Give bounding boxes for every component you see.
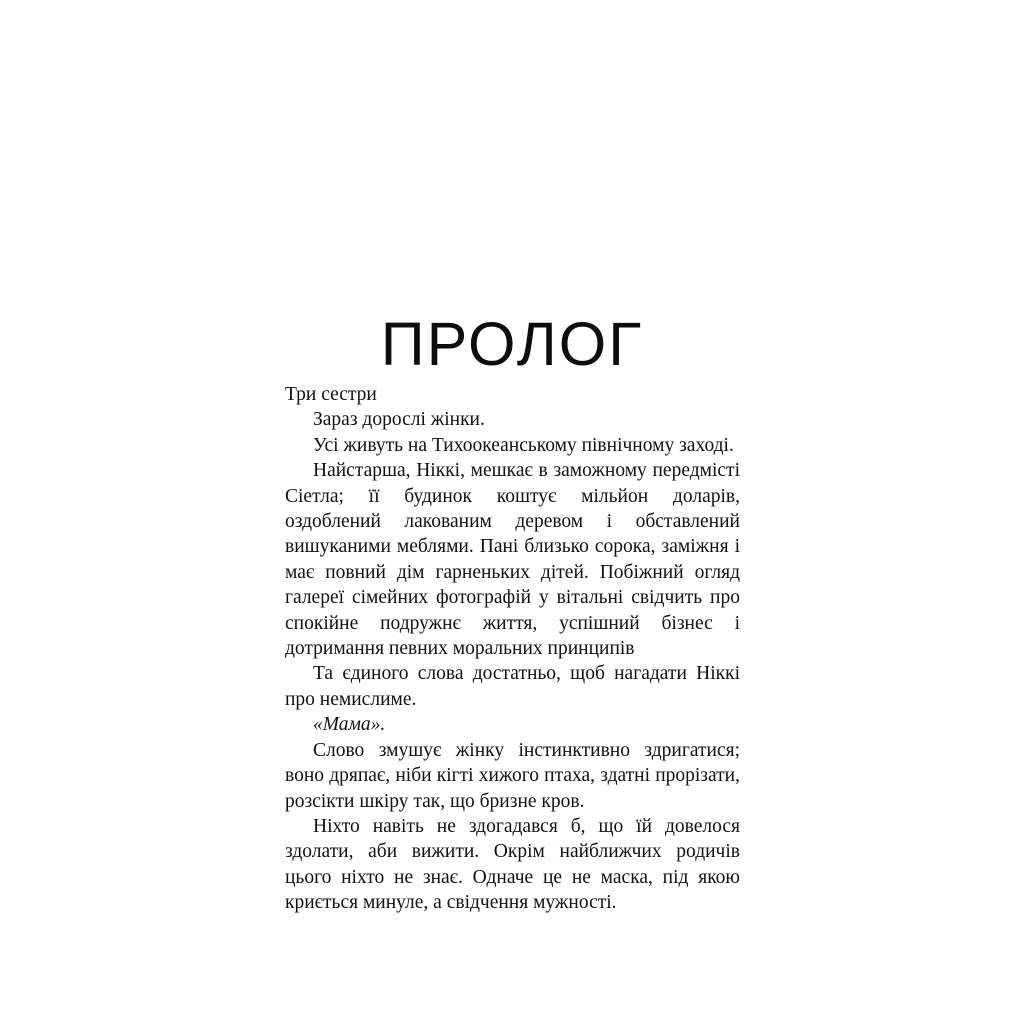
paragraph-emphasis: «Мама».: [313, 714, 386, 736]
paragraph: Зараз дорослі жінки.: [313, 409, 485, 431]
paragraph: Усі живуть на Тихоокеанському північному заході.: [313, 434, 734, 456]
paragraph: Слово змушує жінку інстинктивно здригатися; воно дряпає, ніби кігті хижого птаха, здатні прорізати, розсікти шкіру так, що бризне кров.: [285, 739, 740, 812]
page-title: ПРОЛОГ: [380, 309, 644, 378]
paragraph: Три сестри: [285, 384, 377, 405]
paragraph: Ніхто навіть не здогадався б, що їй довелося здолати, аби вижити. Окрім найближчих родичів цього ніхто не знає. Одначе це не маска, під якою криється минуле, а свідчення мужності.: [285, 815, 740, 914]
paragraph: Та єдиного слова достатньо, щоб нагадати Ніккі про немислиме.: [285, 663, 740, 710]
paragraph: Найстарша, Ніккі, мешкає в заможному передмісті Сіетла; її будинок коштує мільйон доларів, оздоблений лакованим деревом і обставлений вишуканими меблями. Пані близько сорока, заміжня і має повний дім гарненьких дітей. Побіжний огляд галереї сімейних фотографій у вітальні свідчить про спокійне подружнє життя, успішний бізнес і дотримання певних моральних принципів: [285, 460, 740, 660]
body-text-block: [285, 382, 740, 916]
